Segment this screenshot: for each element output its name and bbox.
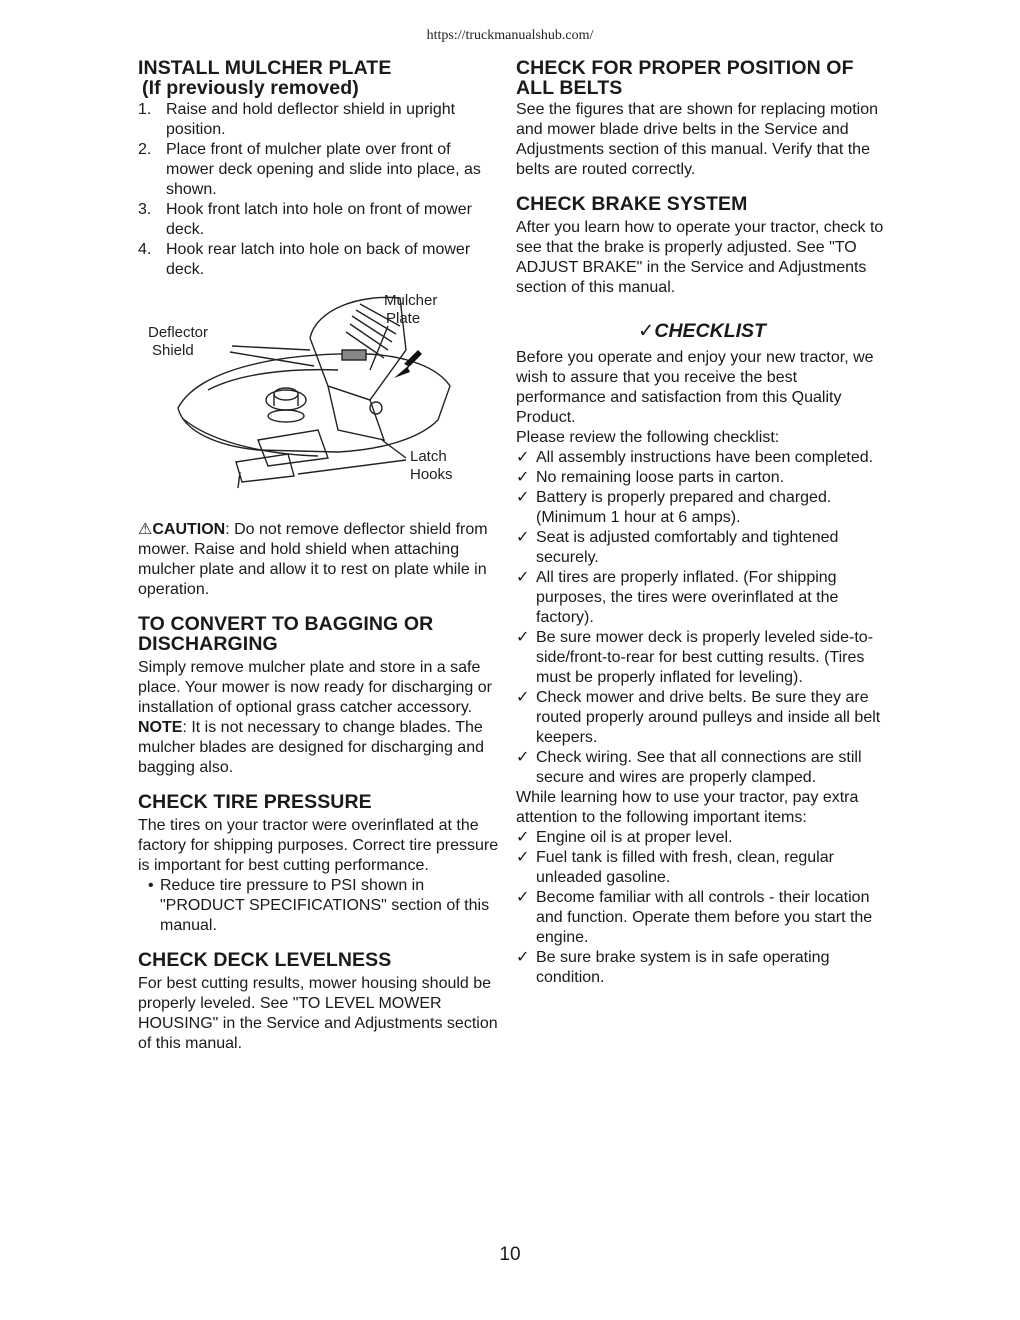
check-icon: ✓ bbox=[516, 469, 530, 486]
mulcher-plate-figure bbox=[138, 290, 500, 512]
list-item: ✓ Battery is properly prepared and charged. (Minimum 1 hour at 6 amps). bbox=[516, 489, 832, 526]
list-item: ✓ Check mower and drive belts. Be sure they are routed properly around pulleys and inside all belt keepers. bbox=[516, 689, 881, 746]
install-steps bbox=[138, 100, 500, 280]
list-item: ✓ Become familiar with all controls - their location and function. Operate them before you start the engine. bbox=[516, 889, 873, 946]
check-icon: ✓ bbox=[516, 829, 530, 846]
brake-text: After you learn how to operate your tractor, check to see that the brake is properly adjusted. See "TO ADJUST BRAKE" in the Service and Adjustments section of this manual. bbox=[516, 219, 884, 296]
note-label: NOTE bbox=[138, 719, 183, 736]
checklist-title-text: CHECKLIST bbox=[654, 320, 766, 342]
check-icon: ✓ bbox=[516, 489, 530, 506]
tire-title: CHECK TIRE PRESSURE bbox=[138, 791, 372, 813]
check-icon: ✓ bbox=[516, 569, 530, 586]
page-number: 10 bbox=[499, 1244, 521, 1265]
convert-text: Simply remove mulcher plate and store in a safe place. Your mower is now ready for discharging or installation of optional grass catcher accessory. bbox=[138, 659, 492, 716]
plate-label: Plate bbox=[386, 310, 421, 327]
list-item: 3. Hook front latch into hole on front of mower deck. bbox=[138, 201, 472, 238]
tire-text: The tires on your tractor were overinflated at the factory for shipping purposes. Correct tire pressure is important for best cutting performance. bbox=[138, 817, 499, 874]
install-title: INSTALL MULCHER PLATE bbox=[138, 57, 392, 79]
checklist bbox=[516, 448, 888, 788]
header-url[interactable]: https://truckmanualshub.com/ bbox=[426, 28, 594, 43]
shield-label: Shield bbox=[152, 342, 194, 359]
convert-title: TO CONVERT TO BAGGING OR DISCHARGING bbox=[138, 613, 434, 655]
left-column bbox=[138, 58, 500, 1054]
caution-paragraph bbox=[138, 520, 500, 600]
list-item: ✓ Check wiring. See that all connections are still secure and wires are properly clamped. bbox=[516, 749, 862, 786]
belts-text: See the figures that are shown for replacing motion and mower blade drive belts in the Service and Adjustments section of this manual. Verify that the belts are routed correctly. bbox=[516, 101, 878, 178]
checklist-intro: Before you operate and enjoy your new tractor, we wish to assure that you receive the best performance and satisfaction from this Quality Product. bbox=[516, 349, 874, 426]
install-subtitle: (If previously removed) bbox=[142, 77, 359, 99]
check-icon: ✓ bbox=[516, 849, 530, 866]
deck-text: For best cutting results, mower housing should be properly leveled. See "TO LEVEL MOWER HOUSING" in the Service and Adjustments section of this manual. bbox=[138, 975, 498, 1052]
deflector-label: Deflector bbox=[148, 324, 209, 341]
checklist-prompt: Please review the following checklist: bbox=[516, 429, 780, 446]
warning-icon: ⚠ bbox=[138, 521, 153, 538]
list-item: 4. Hook rear latch into hole on back of mower deck. bbox=[138, 241, 471, 278]
check-icon: ✓ bbox=[638, 320, 655, 342]
check-icon: ✓ bbox=[516, 749, 530, 766]
learning-text: While learning how to use your tractor, pay extra attention to the following important items: bbox=[516, 789, 859, 826]
caution-label: CAUTION bbox=[152, 521, 226, 538]
hooks-label: Hooks bbox=[410, 466, 453, 483]
check-icon: ✓ bbox=[516, 449, 530, 466]
bullet-icon: • bbox=[148, 877, 154, 894]
note-text: : It is not necessary to change blades. The mulcher blades are designed for discharging and bagging also. bbox=[138, 719, 484, 776]
checklist-title bbox=[516, 320, 888, 342]
list-item: 2. Place front of mulcher plate over front of mower deck opening and slide into place, as shown. bbox=[138, 141, 481, 198]
check-icon: ✓ bbox=[516, 949, 530, 966]
mulcher-label: Mulcher bbox=[384, 292, 438, 309]
tire-bullet-text: Reduce tire pressure to PSI shown in "PRODUCT SPECIFICATIONS" section of this manual. bbox=[160, 877, 490, 934]
list-item: ✓ Be sure brake system is in safe operating condition. bbox=[516, 949, 830, 986]
list-item: ✓ Seat is adjusted comfortably and tightened securely. bbox=[516, 529, 839, 566]
list-item: 1. Raise and hold deflector shield in upright position. bbox=[138, 101, 456, 138]
learning-checklist bbox=[516, 828, 888, 988]
list-item: ✓ All tires are properly inflated. (For shipping purposes, the tires were overinflated at the factory). bbox=[516, 569, 839, 626]
list-item: ✓ All assembly instructions have been completed. bbox=[516, 449, 874, 466]
list-item: ✓ No remaining loose parts in carton. bbox=[516, 469, 785, 486]
check-icon: ✓ bbox=[516, 689, 530, 706]
brake-title: CHECK BRAKE SYSTEM bbox=[516, 193, 748, 215]
caution-text: : Do not remove deflector shield from mower. Raise and hold shield when attaching mulcher plate and allow it to rest on plate while in operation. bbox=[138, 521, 488, 598]
tire-bullet bbox=[138, 876, 500, 936]
right-column bbox=[516, 58, 888, 988]
deck-title: CHECK DECK LEVELNESS bbox=[138, 949, 392, 971]
list-item: ✓ Engine oil is at proper level. bbox=[516, 829, 733, 846]
list-item: ✓ Be sure mower deck is properly leveled side-to-side/front-to-rear for best cutting results. (Tires must be properly inflated for leveling). bbox=[516, 629, 874, 686]
check-icon: ✓ bbox=[516, 889, 530, 906]
latch-label: Latch bbox=[410, 448, 447, 465]
belts-title: CHECK FOR PROPER POSITION OF ALL BELTS bbox=[516, 57, 854, 99]
check-icon: ✓ bbox=[516, 629, 530, 646]
list-item: ✓ Fuel tank is filled with fresh, clean, regular unleaded gasoline. bbox=[516, 849, 834, 886]
note-paragraph bbox=[138, 718, 500, 778]
check-icon: ✓ bbox=[516, 529, 530, 546]
